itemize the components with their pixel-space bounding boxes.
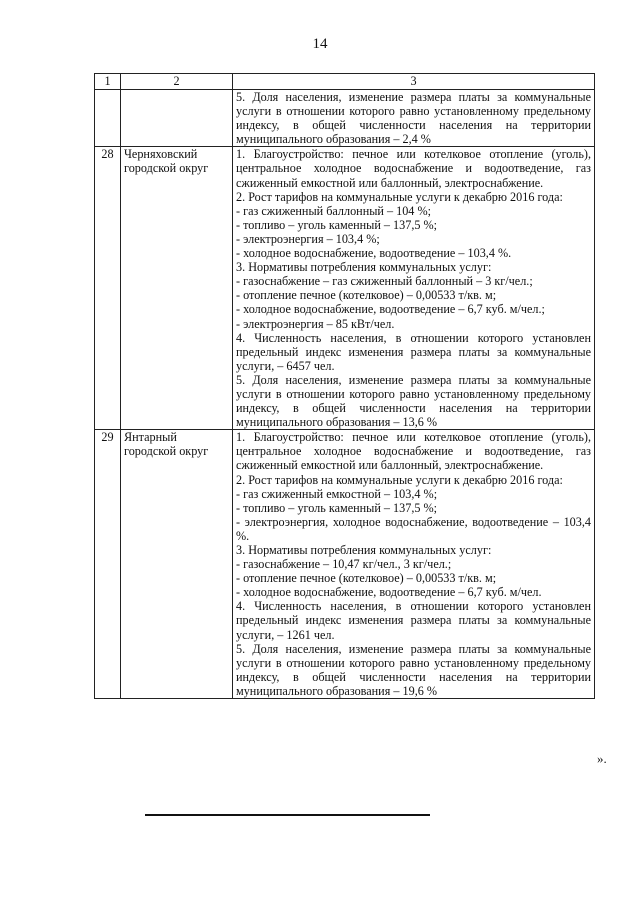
desc-line: - газ сжиженный баллонный – 104 %;	[236, 203, 431, 218]
desc-line: 1. Благоустройство: печное или котелковое отопление (уголь), центральное холодное водоснабжение и водоотведение, газ сжиженный емкостной или баллонный, электроснабжение.	[236, 430, 591, 473]
table-row-28	[95, 147, 595, 430]
desc-line: 2. Рост тарифов на коммунальные услуги к декабрю 2016 года:	[236, 189, 563, 204]
desc-line: - отопление печное (котелковое) – 0,00533 т/кв. м;	[236, 288, 497, 303]
header-col-1: 1	[95, 74, 121, 90]
municipality-name: Черняховский городской округ	[121, 147, 233, 430]
desc-line: - газ сжиженный емкостной – 103,4 %;	[236, 486, 438, 501]
continuation-row	[95, 90, 595, 147]
continuation-num-cell	[95, 90, 121, 147]
desc-line: - холодное водоснабжение, водоотведение – 6,7 куб. м/чел.	[236, 585, 542, 600]
desc-line: - отопление печное (котелковое) – 0,00533 т/кв. м;	[236, 571, 497, 586]
continuation-name-cell	[121, 90, 233, 147]
desc-line: - электроэнергия, холодное водоснабжение, водоотведение – 103,4 %.	[236, 514, 591, 543]
row-number: 28	[95, 147, 121, 430]
desc-line: 4. Численность населения, в отношении которого установлен предельный индекс изменения размера платы за коммунальные услуги, – 1261 чел.	[236, 599, 591, 642]
desc-line: 5. Доля населения, изменение размера платы за коммунальные услуги в отношении которого равно установленному предельному индексу, в общей численности населения на территории муниципального образования – 13,6 %	[236, 372, 591, 430]
row-description	[233, 147, 595, 430]
desc-line: 3. Нормативы потребления коммунальных услуг:	[236, 260, 492, 275]
desc-line: 1. Благоустройство: печное или котелковое отопление (уголь), центральное холодное водоснабжение и водоотведение, газ сжиженный емкостной или баллонный, электроснабжение.	[236, 147, 591, 190]
table-row-29	[95, 430, 595, 699]
desc-line: - газоснабжение – 10,47 кг/чел., 3 кг/чел.;	[236, 557, 452, 572]
header-col-2: 2	[121, 74, 233, 90]
closing-quote: ».	[597, 751, 607, 766]
desc-line: 3. Нормативы потребления коммунальных услуг:	[236, 543, 492, 557]
desc-line: - топливо – уголь каменный – 137,5 %;	[236, 500, 438, 515]
desc-line: 2. Рост тарифов на коммунальные услуги к декабрю 2016 года:	[236, 472, 563, 487]
table-header-row	[95, 74, 595, 90]
desc-line: - топливо – уголь каменный – 137,5 %;	[236, 217, 438, 232]
row-description	[233, 430, 595, 699]
horizontal-rule	[145, 814, 430, 816]
continuation-desc-cell	[233, 90, 595, 147]
header-col-3: 3	[233, 74, 595, 90]
desc-line: 4. Численность населения, в отношении которого установлен предельный индекс изменения размера платы за коммунальные услуги, – 6457 чел.	[236, 330, 591, 373]
desc-line: - газоснабжение – газ сжиженный баллонный – 3 кг/чел.;	[236, 274, 533, 289]
municipal-tariff-table	[94, 73, 595, 699]
desc-line: - электроэнергия – 103,4 %;	[236, 231, 380, 246]
desc-line: - холодное водоснабжение, водоотведение – 6,7 куб. м/чел.;	[236, 302, 545, 317]
desc-line: - холодное водоснабжение, водоотведение – 103,4 %.	[236, 246, 512, 261]
continuation-line: 5. Доля населения, изменение размера платы за коммунальные услуги в отношении которого равно установленному предельному индексу, в общей численности населения на территории муниципального образования – 2,4 %	[236, 90, 591, 147]
municipality-name: Янтарный городской округ	[121, 430, 233, 699]
page-number: 14	[312, 36, 328, 52]
desc-line: - электроэнергия – 85 кВт/чел.	[236, 316, 395, 331]
desc-line: 5. Доля населения, изменение размера платы за коммунальные услуги в отношении которого равно установленному предельному индексу, в общей численности населения на территории муниципального образования – 19,6 %	[236, 641, 591, 698]
row-number: 29	[95, 430, 121, 699]
